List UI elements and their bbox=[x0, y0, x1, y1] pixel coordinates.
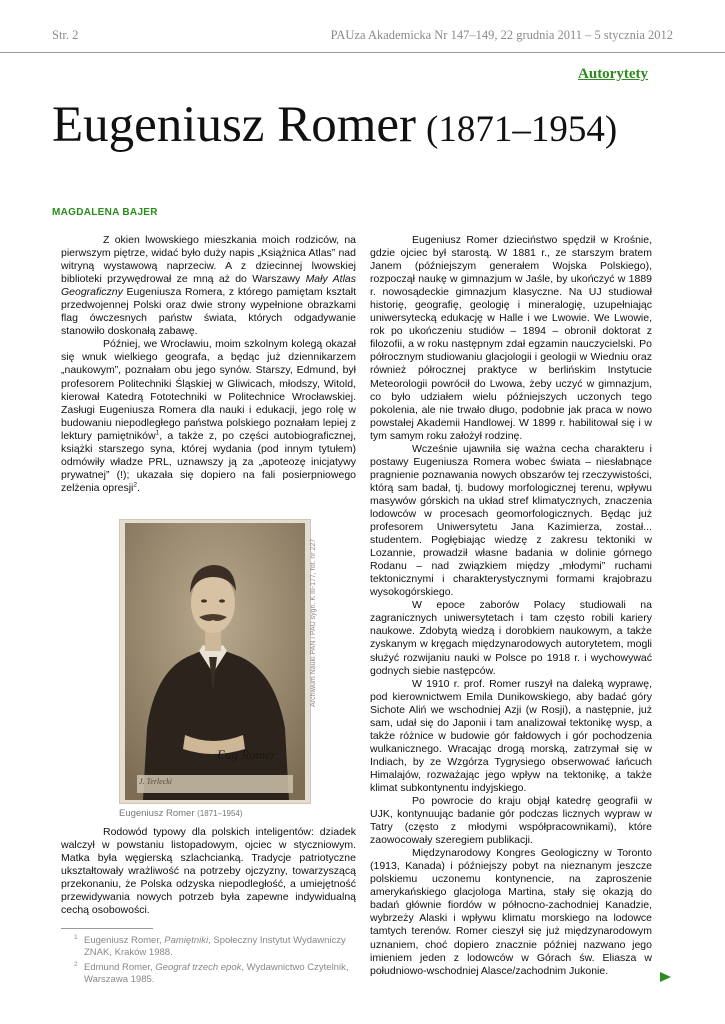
left-column bbox=[61, 234, 356, 495]
caption-years: (1871–1954) bbox=[197, 809, 243, 818]
studio-mark: J. Terlecki bbox=[139, 777, 173, 786]
footnote: 2 Edmund Romer, Geograf trzech epok, Wydawnictwo Czytelnik, Warszawa 1985. bbox=[74, 960, 349, 986]
paragraph: Międzynarodowy Kongres Geologiczny w Toronto (1913, Kanada) i późniejszy pobyt na nieznanym jeszcze polskiemu uczonemu kontynencie, na zaproszenie amerykańskiego glacjologa Martina, stały się okazją do badań głównie fiordów w północno-zachodniej Kanadzie, wybrzeży Alaski i wpływu klimatu morskiego na lodowce tamtych terenów. Romer cieszył się już międzynarodowym uznaniem, choć dopiero znacznie później nazwano jego imieniem jeden z lodowców w Górach św. Eliasza w południowo-wschodniej Alasce/zachodnim Jukonie. bbox=[370, 847, 652, 977]
paragraph: W epoce zaborów Polacy studiowali na zagranicznych uniwersytetach i tam często robili kariery naukowe. Zdobytą wiedzą i dorobkiem naukowym, a także zyskanym w kręgach międzynarodowych autorytetem, mogli służyć rozwijaniu nauki w Polsce po 1918 r. i wychowywać godnych siebie następców. bbox=[370, 599, 652, 677]
article-author: MAGDALENA BAJER bbox=[52, 207, 158, 218]
article-title bbox=[52, 97, 618, 153]
footnote-ref[interactable]: 2 bbox=[133, 481, 137, 489]
footnotes bbox=[74, 935, 356, 989]
page-number: Str. 2 bbox=[52, 28, 79, 42]
right-triangle-icon[interactable] bbox=[660, 972, 671, 982]
paragraph: Eugeniusz Romer dzieciństwo spędził w Krośnie, gdzie ojciec był starostą. W 1881 r., ze starszym bratem Janem (późniejszym generałem Wojska Polskiego), rozpoczął naukę w gimnazjum w Jaśle, by ukończyć w 1889 r. nowosądeckie gimnazjum klasyczne. Na UJ studiował historię, geografię, geologię i mineralogię, uzupełniając uniwersytecką edukację w Halle i we Lwowie. We Lwowie, rok po ukończeniu studiów – 1894 – obronił doktorat z filozofii, a w roku następnym zdał egzamin nauczycielski. Po półrocznym studiowaniu glacjologii i geologii w Wiedniu oraz również półrocznej praktyce w berlińskim Instytucie Meteorologii powrócił do Lwowa, żeby uczyć w gimnazjum, co było udziałem wielu późniejszych uczonych tego pokolenia, ale nie trwało długo, podobnie jak praca w nowo powstałej Akademii Handlowej. W 1899 r. habilitował się i w tym samym roku założył rodzinę. bbox=[370, 234, 652, 442]
photo-caption bbox=[119, 808, 243, 819]
footnote-ref[interactable]: 1 bbox=[155, 429, 160, 437]
archive-credit: Archiwum Nauki PAN i PAU sygn. K III-177, fot. nr 227 bbox=[310, 538, 317, 707]
title-name: Eugeniusz Romer bbox=[52, 97, 416, 153]
section-label[interactable]: Autorytety bbox=[578, 66, 648, 82]
caption-name: Eugeniusz Romer bbox=[119, 808, 195, 819]
left-column-lower bbox=[61, 826, 356, 917]
paragraph: Później, we Wrocławiu, moim szkolnym kolegą okazał się wnuk wielkiego geografa, a będąc już dziennikarzem „naukowym”, poznałam obu jego synów. Starszy, Edmund, był profesorem Politechniki Śląskiej w Gliwicach, młodszy, Witold, kierował Katedrą Fototechniki w Politechnice Wrocławskiej. Zasługi Eugeniusza Romera dla nauki i edukacji, jego rolę w budowaniu niepodległego państwa polskiego poznałam lepiej z lektury pamiętników$^1$, a także z, po części autobiograficznej, książki starszego syna, której wydania (pod innym tytułem) odmówiły władze PRL, uznawszy ją za „apoteozę inicjatywy prywatnej” (!); ukazała się dopiero na fali posierpniowego zelżenia opresji$^2$. bbox=[61, 338, 356, 494]
paragraph: Z okien lwowskiego mieszkania moich rodziców, na pierwszym piętrze, widać było duży napis „Książnica Atlas” nad witryną wystawową naprzeciw. A z dziecinnej lwowskiej biblioteki przywędrował ze mną aż do Warszawy Mały Atlas Geograficzny Eugeniusza Romera, z którego pamiętam kształt przedwojennej Polski oraz dwie strony wypełnione obrazkami flag ówczesnych państw świata, których odgadywanie stanowiło doskonałą zabawę. bbox=[61, 234, 356, 338]
portrait-photo bbox=[119, 519, 311, 804]
paragraph: Po powrocie do kraju objął katedrę geografii w UJK, kontynuując badanie gór podczas licznych wypraw w Tatry (często z młodymi współpracownikami), które zaowocowały szeregiem publikacji. bbox=[370, 795, 652, 847]
signature: Eug Romer bbox=[217, 747, 276, 762]
footnote-separator bbox=[61, 928, 153, 929]
issue-info: PAUza Akademicka Nr 147–149, 22 grudnia 2011 – 5 stycznia 2012 bbox=[330, 28, 673, 42]
paragraph: W 1910 r. prof. Romer ruszył na daleką wyprawę, pod kierownictwem Emila Dunikowskiego, aby badać góry Sichote Aliń we wschodniej Azji (w Rosji), a następnie, już sam, udał się do Japonii i tam analizował tektonikę wysp, a także różnice w budowie gór fałdowych i gór pochodzenia wulkanicznego. Wracając drogą morską, zatrzymał się w Indiach, by ze Wzgórza Tygrysiego obserwować łańcuch Himalajów, rozważając jego wpływ na tektonikę, a także klimat subkontynentu indyjskiego. bbox=[370, 677, 652, 794]
portrait-image bbox=[125, 523, 305, 800]
paragraph: Rodowód typowy dla polskich inteligentów: dziadek walczył w powstaniu listopadowym, ojciec w styczniowym. Matka była węgierską szlachcianką. Tradycje patriotyczne ukształtowały wrażliwość na potrzeby ojczyzny, towarzyszącą przekonaniu, że Polska odzyska niepodległość, a umiejętność przewidywania nowych potrzeb była zapewne indywidualną cechą osobowości. bbox=[61, 826, 356, 917]
page-header bbox=[0, 22, 725, 53]
paragraph: Wcześnie ujawniła się ważna cecha charakteru i postawy Eugeniusza Romera wobec świata – niesłabnące pragnienie poznawania nowych obszarów tej rzeczywistości, którą sam badał, tj. budowy morfologicznej terenu, wpływu masywów górskich na układ stref klimatycznych, znaczenia lodowców w procesach geomorfologicznych. Będąc już profesorem Uniwersytetu Jana Kazimierza, został... studentem. Pogłębiając wiedzę z zakresu tektoniki w Lozannie, prowadził własne badania w dolinie górnego Rodanu – nad związkiem między „młodymi” ruchami tektonicznymi i charakterystycznymi formami krajobrazu wysokogórskiego. bbox=[370, 442, 652, 599]
title-years: (1871–1954) bbox=[426, 109, 618, 150]
footnote: 1 Eugeniusz Romer, Pamiętniki, Społeczny Instytut Wydawniczy ZNAK, Kraków 1988. bbox=[74, 934, 346, 959]
right-column bbox=[370, 234, 652, 978]
